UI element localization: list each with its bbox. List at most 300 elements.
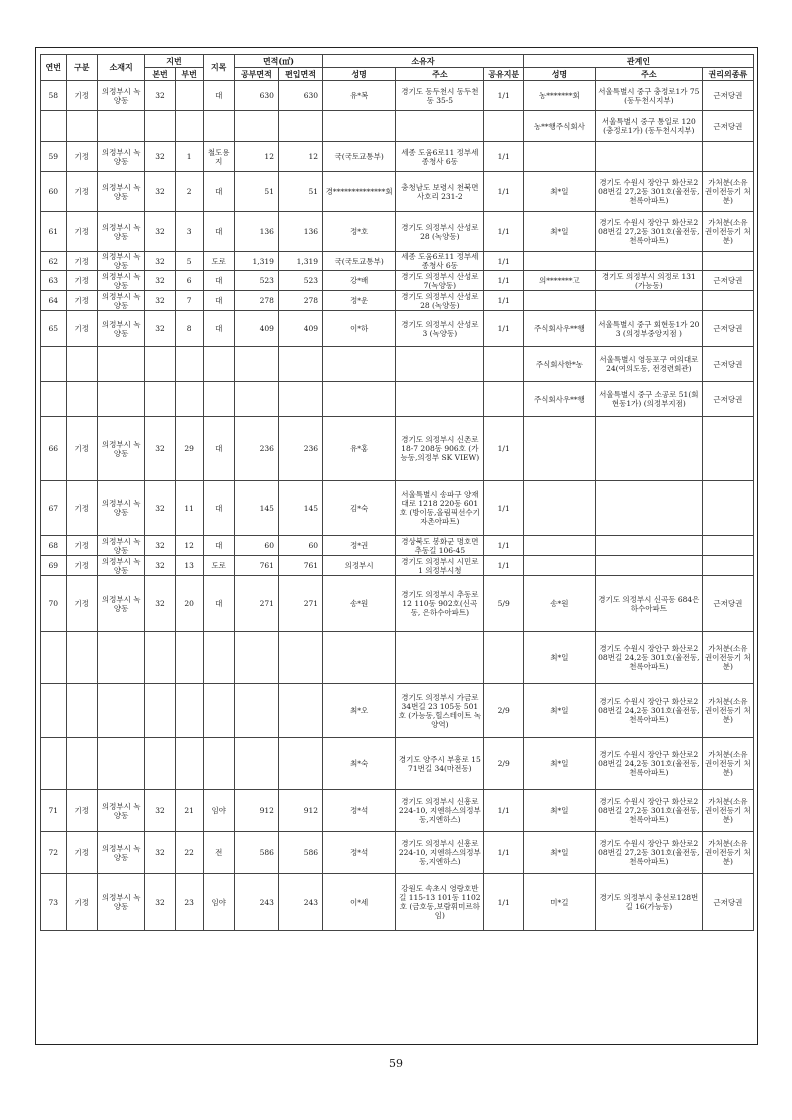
table-cell: 서울특별시 중구 소공로 51(회현동1가) (의정부지점) <box>595 382 702 417</box>
table-cell: 서울특별시 송파구 양재대로 1218 220동 601호 (방이동,올림픽선수기자촌아파트) <box>396 481 484 536</box>
table-cell: 도로 <box>203 556 234 576</box>
table-cell <box>66 738 97 790</box>
table-cell: 이*하 <box>323 311 396 347</box>
table-cell: 대 <box>203 417 234 481</box>
table-cell <box>66 684 97 738</box>
table-cell: 기정 <box>66 874 97 931</box>
table-cell: 세종 도움6로11 정부세종청사 6동 <box>396 252 484 271</box>
table-cell: 경**************회 <box>323 172 396 212</box>
table-cell: 278 <box>278 291 322 311</box>
table-cell <box>523 291 595 311</box>
table-cell: 농**행주식회사 <box>523 111 595 142</box>
table-cell <box>234 347 278 382</box>
table-cell: 경기도 의정부시 의정로 131(가능동) <box>595 271 702 291</box>
table-cell: 경기도 의정부시 산성로 3 (녹양동) <box>396 311 484 347</box>
table-cell: 의정부시 <box>323 556 396 576</box>
table-cell: 기정 <box>66 556 97 576</box>
table-cell <box>702 417 753 481</box>
table-body <box>41 81 754 931</box>
table-cell: 73 <box>41 874 67 931</box>
table-cell <box>702 556 753 576</box>
table-cell: 경기도 수원시 장안구 화산로208번길 27,2동 301호(율전동, 천록아파트) <box>595 212 702 252</box>
table-cell: 70 <box>41 576 67 632</box>
table-cell <box>595 481 702 536</box>
table-cell <box>203 684 234 738</box>
table-cell <box>97 111 145 142</box>
table-cell: 의정부시 녹양동 <box>97 252 145 271</box>
table-cell <box>203 382 234 417</box>
table-cell: 기정 <box>66 252 97 271</box>
table-cell: 32 <box>145 576 175 632</box>
table-cell: 근저당권 <box>702 311 753 347</box>
table-cell: 630 <box>234 81 278 111</box>
table-cell: 1/1 <box>484 417 523 481</box>
table-cell <box>484 382 523 417</box>
table-cell: 60 <box>278 536 322 556</box>
table-cell: 271 <box>234 576 278 632</box>
table-cell: 32 <box>145 252 175 271</box>
table-cell: 서울특별시 영등포구 여의대로24(여의도동, 전경련회관) <box>595 347 702 382</box>
table-cell: 586 <box>234 832 278 874</box>
table-row <box>41 481 754 536</box>
table-cell <box>97 347 145 382</box>
table-cell: 7 <box>175 291 203 311</box>
table-cell <box>484 632 523 684</box>
table-cell: 1/1 <box>484 142 523 172</box>
table-cell: 1/1 <box>484 172 523 212</box>
table-row <box>41 832 754 874</box>
table-cell: 이*세 <box>323 874 396 931</box>
table-cell: 대 <box>203 212 234 252</box>
table-cell: 최*일 <box>523 832 595 874</box>
table-cell <box>175 81 203 111</box>
table-row <box>41 556 754 576</box>
table-cell <box>396 632 484 684</box>
table-cell: 23 <box>175 874 203 931</box>
table-cell: 62 <box>41 252 67 271</box>
header-rel-name: 성명 <box>523 68 595 81</box>
table-cell: 경기도 수원시 장안구 화산로208번길 24,2동 301호(율전동, 천록아파트) <box>595 738 702 790</box>
table-cell: 1/1 <box>484 212 523 252</box>
table-cell: 최*일 <box>523 790 595 832</box>
table-cell: 가처분(소유권이전등기 처분) <box>702 832 753 874</box>
table-cell: 21 <box>175 790 203 832</box>
table-cell: 대 <box>203 172 234 212</box>
table-cell <box>66 347 97 382</box>
table-cell: 정*석 <box>323 832 396 874</box>
table-cell: 경기도 수원시 장안구 화산로208번길 27,2동 301호(율전동, 천록아파트) <box>595 790 702 832</box>
table-cell: 유*복 <box>323 81 396 111</box>
table-cell <box>175 111 203 142</box>
table-cell: 임야 <box>203 790 234 832</box>
table-cell: 761 <box>234 556 278 576</box>
table-row <box>41 271 754 291</box>
table-cell: 기정 <box>66 291 97 311</box>
table-cell: 의정부시 녹양동 <box>97 832 145 874</box>
table-cell: 12 <box>234 142 278 172</box>
table-cell: 기정 <box>66 576 97 632</box>
table-cell: 2/9 <box>484 684 523 738</box>
table-cell <box>41 684 67 738</box>
table-row <box>41 172 754 212</box>
table-cell: 경기도 의정부시 신흥로 224-10, 지엔하스의정부동,지엔하스) <box>396 790 484 832</box>
table-cell: 경기도 수원시 장안구 화산로208번길 27,2동 301호(율전동, 천록아파트) <box>595 172 702 212</box>
table-cell: 1/1 <box>484 536 523 556</box>
table-cell: 기정 <box>66 417 97 481</box>
table-cell: 김*숙 <box>323 481 396 536</box>
table-cell: 61 <box>41 212 67 252</box>
table-cell <box>175 347 203 382</box>
table-cell: 5 <box>175 252 203 271</box>
table-cell: 의정부시 녹양동 <box>97 271 145 291</box>
header-location: 소재지 <box>97 55 145 81</box>
table-cell: 가처분(소유권이전등기 처분) <box>702 212 753 252</box>
table-cell: 농*******회 <box>523 81 595 111</box>
table-cell <box>278 347 322 382</box>
table-cell: 523 <box>234 271 278 291</box>
table-cell <box>97 632 145 684</box>
table-cell <box>595 252 702 271</box>
table-cell: 409 <box>278 311 322 347</box>
table-cell: 1/1 <box>484 790 523 832</box>
table-cell: 의정부시 녹양동 <box>97 142 145 172</box>
table-cell: 912 <box>278 790 322 832</box>
table-cell: 32 <box>145 271 175 291</box>
table-cell: 경기도 의정부시 신흥로 224-10, 지엔하스의정부동,지엔하스) <box>396 832 484 874</box>
table-cell: 근저당권 <box>702 111 753 142</box>
table-cell <box>175 382 203 417</box>
table-cell: 기정 <box>66 172 97 212</box>
table-cell: 기정 <box>66 271 97 291</box>
table-cell: 근저당권 <box>702 81 753 111</box>
header-area-included: 편입면적 <box>278 68 322 81</box>
table-cell: 32 <box>145 481 175 536</box>
table-cell: 근저당권 <box>702 874 753 931</box>
table-cell: 기정 <box>66 536 97 556</box>
table-cell: 근저당권 <box>702 576 753 632</box>
table-cell: 60 <box>234 536 278 556</box>
table-cell <box>234 111 278 142</box>
table-cell <box>523 556 595 576</box>
table-cell <box>278 111 322 142</box>
table-cell <box>323 632 396 684</box>
table-cell: 의정부시 녹양동 <box>97 536 145 556</box>
table-cell <box>278 684 322 738</box>
table-cell: 의정부시 녹양동 <box>97 576 145 632</box>
table-row <box>41 111 754 142</box>
table-cell: 1/1 <box>484 252 523 271</box>
table-row <box>41 311 754 347</box>
table-cell: 대 <box>203 536 234 556</box>
table-cell: 경기도 의정부시 가금로 34번길 23 105동 501호 (가능동,힐스테이트 녹양역) <box>396 684 484 738</box>
table-cell: 67 <box>41 481 67 536</box>
table-cell <box>484 347 523 382</box>
table-cell: 의정부시 녹양동 <box>97 417 145 481</box>
table-cell: 3 <box>175 212 203 252</box>
header-category: 구분 <box>66 55 97 81</box>
table-cell: 주식회사우**행 <box>523 382 595 417</box>
table-cell: 13 <box>175 556 203 576</box>
table-cell: 1,319 <box>278 252 322 271</box>
table-cell <box>175 684 203 738</box>
table-cell: 대 <box>203 271 234 291</box>
table-cell: 세종 도움6로11 정부세종청사 6동 <box>396 142 484 172</box>
land-registry-table <box>40 54 754 931</box>
table-cell: 의*******고 <box>523 271 595 291</box>
table-cell <box>145 684 175 738</box>
table-cell: 5/9 <box>484 576 523 632</box>
table-cell: 1/1 <box>484 81 523 111</box>
table-cell <box>523 536 595 556</box>
table-cell: 58 <box>41 81 67 111</box>
table-cell: 최*숙 <box>323 738 396 790</box>
table-cell <box>323 382 396 417</box>
header-owner-address: 주소 <box>396 68 484 81</box>
table-row <box>41 142 754 172</box>
table-cell: 32 <box>145 874 175 931</box>
table-cell <box>702 252 753 271</box>
table-cell <box>323 111 396 142</box>
table-cell: 243 <box>234 874 278 931</box>
table-cell <box>41 632 67 684</box>
header-row-no: 연번 <box>41 55 67 81</box>
table-cell: 도로 <box>203 252 234 271</box>
table-cell: 63 <box>41 271 67 291</box>
table-cell: 최*일 <box>523 684 595 738</box>
table-cell <box>203 111 234 142</box>
table-row <box>41 81 754 111</box>
table-cell: 51 <box>234 172 278 212</box>
table-row <box>41 212 754 252</box>
table-cell <box>484 111 523 142</box>
table-cell <box>702 481 753 536</box>
table-cell: 철도용지 <box>203 142 234 172</box>
table-cell <box>203 738 234 790</box>
table-cell: 국(국토교통부) <box>323 142 396 172</box>
table-cell: 임야 <box>203 874 234 931</box>
table-cell: 대 <box>203 291 234 311</box>
table-cell: 송*원 <box>323 576 396 632</box>
table-cell <box>595 536 702 556</box>
table-cell: 가처분(소유권이전등기 처분) <box>702 684 753 738</box>
table-cell: 409 <box>234 311 278 347</box>
table-cell: 가처분(소유권이전등기 처분) <box>702 738 753 790</box>
table-cell: 1/1 <box>484 874 523 931</box>
table-cell: 정*권 <box>323 536 396 556</box>
table-cell: 29 <box>175 417 203 481</box>
table-cell: 최*일 <box>523 212 595 252</box>
table-cell: 강원도 속초시 영랑호반길 115-13 101동 1102호 (금호동,보람휘미르하임) <box>396 874 484 931</box>
table-cell <box>523 252 595 271</box>
table-cell: 대 <box>203 311 234 347</box>
table-cell: 32 <box>145 291 175 311</box>
table-cell: 1/1 <box>484 832 523 874</box>
table-cell: 경기도 의정부시 산성로 7(녹양동) <box>396 271 484 291</box>
table-cell: 243 <box>278 874 322 931</box>
table-cell: 630 <box>278 81 322 111</box>
table-cell: 근저당권 <box>702 271 753 291</box>
table-cell: 최*오 <box>323 684 396 738</box>
table-cell: 의정부시 녹양동 <box>97 790 145 832</box>
table-cell: 최*일 <box>523 738 595 790</box>
table-cell: 근저당권 <box>702 382 753 417</box>
table-cell: 가처분(소유권이전등기 처분) <box>702 790 753 832</box>
table-cell <box>97 684 145 738</box>
header-area-official: 공부면적 <box>234 68 278 81</box>
table-cell <box>234 738 278 790</box>
table-cell: 서울특별시 중구 통일로 120 (충정로1가) (동두천시지부) <box>595 111 702 142</box>
header-owner-name: 성명 <box>323 68 396 81</box>
table-cell <box>595 556 702 576</box>
table-cell: 경기도 의정부시 신곡동 684은하수아파트 <box>595 576 702 632</box>
table-cell: 8 <box>175 311 203 347</box>
table-cell <box>396 347 484 382</box>
table-cell: 기정 <box>66 790 97 832</box>
table-cell: 경상북도 봉화군 명호면 추동길 106-45 <box>396 536 484 556</box>
table-cell: 대 <box>203 576 234 632</box>
table-cell <box>41 347 67 382</box>
table-cell: 12 <box>175 536 203 556</box>
table-cell <box>175 738 203 790</box>
header-owner: 소유자 <box>323 55 524 68</box>
table-cell: 32 <box>145 172 175 212</box>
table-cell: 32 <box>145 311 175 347</box>
table-cell <box>234 382 278 417</box>
table-cell: 6 <box>175 271 203 291</box>
table-cell <box>278 632 322 684</box>
table-cell: 유*홍 <box>323 417 396 481</box>
table-cell: 136 <box>234 212 278 252</box>
header-lot-main: 본번 <box>145 68 175 81</box>
table-cell: 271 <box>278 576 322 632</box>
table-cell: 1,319 <box>234 252 278 271</box>
table-cell <box>523 142 595 172</box>
table-cell <box>396 382 484 417</box>
table-row <box>41 738 754 790</box>
table-row <box>41 632 754 684</box>
table-cell: 가처분(소유권이전등기 처분) <box>702 172 753 212</box>
table-cell <box>702 142 753 172</box>
table-cell: 기정 <box>66 81 97 111</box>
table-cell: 경기도 수원시 장안구 화산로208번길 24,2동 301호(율전동, 천록아파트) <box>595 632 702 684</box>
table-cell: 최*일 <box>523 632 595 684</box>
table-cell <box>234 684 278 738</box>
table-cell: 64 <box>41 291 67 311</box>
table-cell <box>203 632 234 684</box>
table-cell: 1/1 <box>484 271 523 291</box>
table-cell <box>523 481 595 536</box>
table-cell: 1/1 <box>484 481 523 536</box>
table-cell: 66 <box>41 417 67 481</box>
table-cell: 32 <box>145 536 175 556</box>
table-cell: 12 <box>278 142 322 172</box>
table-cell: 근저당권 <box>702 347 753 382</box>
table-cell: 2/9 <box>484 738 523 790</box>
table-row <box>41 684 754 738</box>
header-lot-sub: 부번 <box>175 68 203 81</box>
table-cell: 32 <box>145 212 175 252</box>
table-cell <box>396 111 484 142</box>
table-cell: 송*원 <box>523 576 595 632</box>
table-cell: 경기도 의정부시 신촌로 18-7 208동 906호 (가능동,의정부 SK VIEW) <box>396 417 484 481</box>
table-cell: 1/1 <box>484 311 523 347</box>
table-cell <box>278 382 322 417</box>
table-cell: 32 <box>145 142 175 172</box>
table-row <box>41 252 754 271</box>
table-cell: 최*일 <box>523 172 595 212</box>
header-rel-address: 주소 <box>595 68 702 81</box>
table-cell: 의정부시 녹양동 <box>97 481 145 536</box>
table-cell: 의정부시 녹양동 <box>97 81 145 111</box>
table-cell: 충청남도 보령시 천북면 사호리 231-2 <box>396 172 484 212</box>
table-cell: 대 <box>203 81 234 111</box>
table-cell <box>66 382 97 417</box>
table-cell: 국(국토교통부) <box>323 252 396 271</box>
table-cell <box>203 347 234 382</box>
page-number: 59 <box>389 1057 403 1070</box>
table-cell <box>595 417 702 481</box>
table-cell <box>323 347 396 382</box>
table-cell <box>278 738 322 790</box>
table-cell <box>97 738 145 790</box>
table-cell: 대 <box>203 481 234 536</box>
table-cell <box>145 382 175 417</box>
table-cell <box>97 382 145 417</box>
table-cell <box>595 142 702 172</box>
table-cell: 의정부시 녹양동 <box>97 291 145 311</box>
table-row <box>41 536 754 556</box>
table-cell: 68 <box>41 536 67 556</box>
table-cell: 1/1 <box>484 291 523 311</box>
table-cell: 정*운 <box>323 291 396 311</box>
table-cell: 72 <box>41 832 67 874</box>
table-cell: 586 <box>278 832 322 874</box>
table-cell: 경기도 의정부시 산성로 28 (녹양동) <box>396 291 484 311</box>
table-cell: 32 <box>145 417 175 481</box>
table-cell: 236 <box>234 417 278 481</box>
table-cell: 59 <box>41 142 67 172</box>
table-cell: 71 <box>41 790 67 832</box>
table-cell: 강*배 <box>323 271 396 291</box>
table-cell: 주식회사한*농 <box>523 347 595 382</box>
table-cell: 경기도 동두천시 동두천동 35-5 <box>396 81 484 111</box>
table-cell: 경기도 의정부시 충선로128번길 16(가능동) <box>595 874 702 931</box>
table-cell <box>145 632 175 684</box>
table-cell: 51 <box>278 172 322 212</box>
table-cell: 주식회사우**행 <box>523 311 595 347</box>
header-area: 면적(㎡) <box>234 55 322 68</box>
table-cell <box>145 738 175 790</box>
table-cell: 2 <box>175 172 203 212</box>
table-cell <box>175 632 203 684</box>
table-cell: 32 <box>145 790 175 832</box>
table-cell: 서울특별시 중구 충정로1가 75 (동두천시지부) <box>595 81 702 111</box>
table-cell: 278 <box>234 291 278 311</box>
header-lot: 지번 <box>145 55 203 68</box>
table-cell: 가처분(소유권이전등기 처분) <box>702 632 753 684</box>
table-row <box>41 874 754 931</box>
table-cell: 경기도 수원시 장안구 화산로208번길 27,2동 301호(율전동, 천록아파트) <box>595 832 702 874</box>
table-cell <box>66 111 97 142</box>
table-cell <box>41 738 67 790</box>
table-cell: 236 <box>278 417 322 481</box>
table-cell <box>41 111 67 142</box>
table-cell: 기정 <box>66 212 97 252</box>
table-row <box>41 576 754 632</box>
table-cell <box>234 632 278 684</box>
table-cell: 의정부시 녹양동 <box>97 212 145 252</box>
table-cell: 32 <box>145 81 175 111</box>
